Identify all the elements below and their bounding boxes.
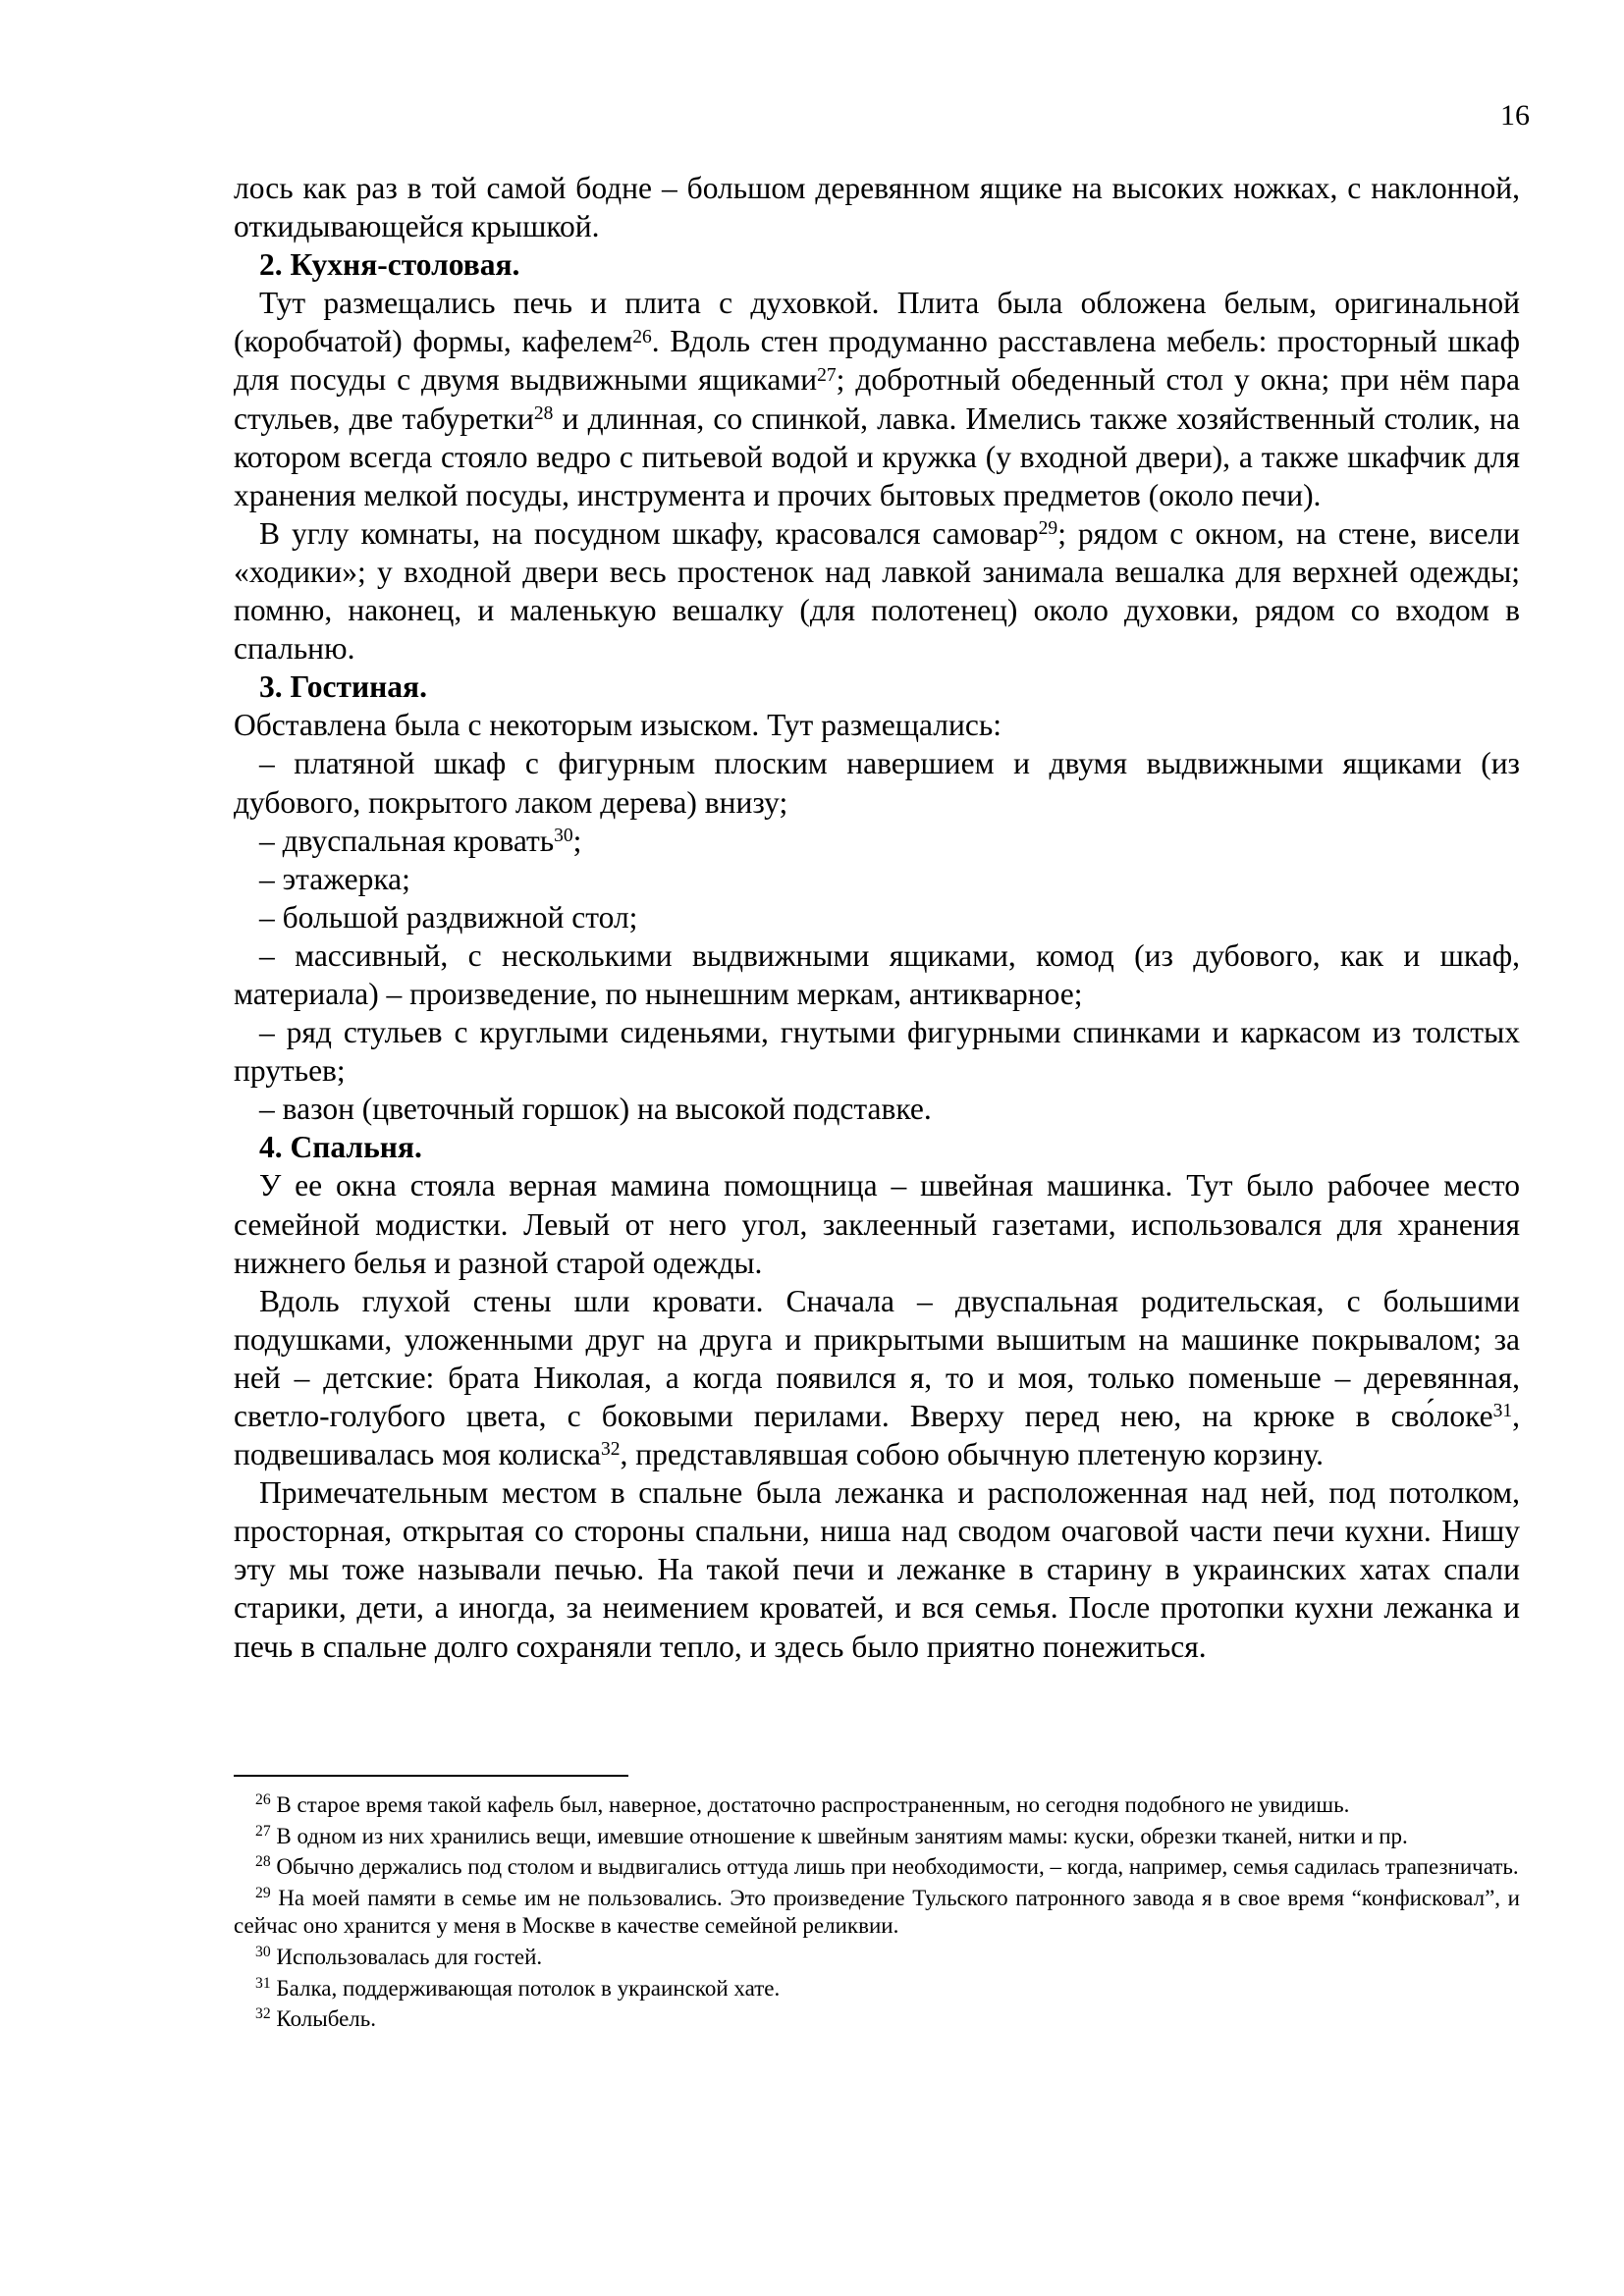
paragraph-continuation: лось как раз в той самой бодне – большом деревянном ящике на высоких ножках, с наклонной, откидывающейся крышкой. bbox=[234, 171, 1520, 244]
text-run: ; bbox=[572, 823, 582, 858]
footnote-mark: 31 bbox=[255, 1974, 271, 1992]
footnote-text: В одном из них хранились вещи, имевшие отношение к швейным занятиям мамы: куски, обрезки тканей, нитки и пр. bbox=[270, 1823, 1408, 1848]
text-run: В углу комнаты, на посудном шкафу, красовался самовар bbox=[259, 515, 1039, 551]
paragraph-kitchen-furniture bbox=[234, 284, 1520, 514]
footnote-ref-28[interactable]: 28 bbox=[533, 402, 554, 424]
text-run: ; добротный обеденный стол у окна; при нём пара стульев, две табуретки bbox=[234, 362, 1520, 436]
footnote-ref-29[interactable]: 29 bbox=[1038, 518, 1058, 540]
paragraph-kitchen-samovar bbox=[234, 514, 1520, 667]
list-item bbox=[234, 822, 1520, 860]
footnote-ref-31[interactable]: 31 bbox=[1492, 1401, 1513, 1422]
footnote-text: Колыбель. bbox=[270, 2006, 377, 2032]
list-item: – вазон (цветочный горшок) на высокой подставке. bbox=[259, 1092, 932, 1127]
text-run: ; рядом с окном, на стене, висели «ходики»; у входной двери весь простенок над лавкой занимала вешалка для верхней одежды; помню, наконец, и маленькую вешалку (для полотенец) около духовки, рядом со входом в спальню. bbox=[234, 515, 1521, 667]
footnote-item bbox=[234, 1975, 1520, 2003]
text-run: – двуспальная кровать bbox=[259, 823, 555, 858]
text-run: Тут размещались печь и плита с духовкой. Плита была обложена белым, оригинальной (коробчатой) формы, кафелем bbox=[234, 286, 1520, 359]
footnote-mark: 30 bbox=[255, 1944, 271, 1961]
footnotes bbox=[234, 1791, 1520, 2037]
section-heading-living-room: 3. Гостиная. bbox=[259, 669, 427, 705]
list-item: – большой раздвижной стол; bbox=[259, 899, 638, 934]
footnote-text: Балка, поддерживающая потолок в украинской хате. bbox=[270, 1975, 781, 2001]
text-run: , подвешивалась моя колиска bbox=[234, 1399, 1520, 1472]
footnote-text: На моей памяти в семье им не пользовались. Это произведение Тульского патронного завода я в свое время “конфисковал”, и сейчас оно хранится у меня в Москве в качестве семейной реликвии. bbox=[234, 1885, 1520, 1939]
footnote-ref-30[interactable]: 30 bbox=[554, 825, 573, 846]
footnote-ref-26[interactable]: 26 bbox=[632, 326, 652, 347]
footnote-item bbox=[234, 1944, 1520, 1972]
paragraph-bedroom-sewing: У ее окна стояла верная мамина помощница – швейная машинка. Тут было рабочее место семейной модистки. Левый от него угол, заклеенный газетами, использовался для хранения нижнего белья и разной старой одежды. bbox=[234, 1168, 1520, 1280]
paragraph-living-room-intro: Обставлена была с некоторым изыском. Тут размещались: bbox=[234, 708, 1001, 743]
main-text bbox=[234, 169, 1520, 1666]
footnote-text: Использовалась для гостей. bbox=[270, 1944, 543, 1969]
list-item: – этажерка; bbox=[259, 861, 410, 896]
paragraph-bedroom-beds bbox=[234, 1282, 1520, 1473]
footnote-text: Обычно держались под столом и выдвигались оттуда лишь при необходимости, – когда, например, семья садилась трапезничать. bbox=[270, 1854, 1519, 1880]
text-run: . Вдоль стен продуманно расставлена мебель: просторный шкаф для посуды с двумя выдвижными ящиками bbox=[234, 324, 1520, 398]
text-run: и длинная, со спинкой, лавка. Имелись также хозяйственный столик, на котором всегда стояло ведро с питьевой водой и кружка (у входной двери), а также шкафчик для хранения мелкой посуды, инструмента и прочих бытовых предметов (около печи). bbox=[234, 400, 1521, 512]
text-run: Вдоль глухой стены шли кровати. Сначала – двуспальная родительская, с большими подушками, уложенными друг на друга и прикрытыми вышитым на машинке покрывалом; за ней – детские: брата Николая, а когда появился я, то и моя, только поменьше – деревянная, светло-голубого цвета, с боковыми перилами. Вверху перед нею, на крюке в сво́локе bbox=[234, 1283, 1520, 1433]
footnote-ref-32[interactable]: 32 bbox=[601, 1439, 621, 1461]
footnote-mark: 26 bbox=[255, 1791, 271, 1809]
footnote-item bbox=[234, 1823, 1520, 1851]
footnote-mark: 32 bbox=[255, 2005, 271, 2023]
list-item: – ряд стульев с круглыми сиденьями, гнутыми фигурными спинками и каркасом из толстых прутьев; bbox=[234, 1015, 1520, 1089]
footnote-item bbox=[234, 1853, 1520, 1882]
page-number: 16 bbox=[1500, 99, 1530, 132]
footnote-item bbox=[234, 2005, 1520, 2034]
footnote-separator bbox=[234, 1775, 628, 1777]
list-item: – массивный, с несколькими выдвижными ящиками, комод (из дубового, как и шкаф, материала) – произведение, по нынешним меркам, антикварное; bbox=[234, 937, 1520, 1011]
footnote-mark: 29 bbox=[255, 1884, 271, 1901]
text-run: , представлявшая собою обычную плетеную корзину. bbox=[620, 1437, 1324, 1472]
section-heading-kitchen: 2. Кухня-столовая. bbox=[259, 247, 520, 283]
section-heading-bedroom: 4. Спальня. bbox=[259, 1130, 422, 1165]
list-item: – платяной шкаф с фигурным плоским навершием и двумя выдвижными ящиками (из дубового, покрытого лаком дерева) внизу; bbox=[234, 746, 1520, 820]
footnote-text: В старое время такой кафель был, наверное, достаточно распространенным, но сегодня подобного не увидишь. bbox=[270, 1792, 1350, 1817]
paragraph-bedroom-stove: Примечательным местом в спальне была лежанка и расположенная над ней, под потолком, просторная, открытая со стороны спальни, ниша над сводом очаговой части печи кухни. Нишу эту мы тоже называли печью. На такой печи и лежанке в старину в украинских хатах спали старики, дети, а иногда, за неимением кроватей, и вся семья. После протопки кухни лежанка и печь в спальне долго сохраняли тепло, и здесь было приятно понежиться. bbox=[234, 1475, 1520, 1664]
footnote-ref-27[interactable]: 27 bbox=[817, 364, 837, 386]
footnote-mark: 28 bbox=[255, 1853, 271, 1871]
footnote-item bbox=[234, 1791, 1520, 1820]
footnote-mark: 27 bbox=[255, 1822, 271, 1840]
footnote-item bbox=[234, 1885, 1520, 1941]
